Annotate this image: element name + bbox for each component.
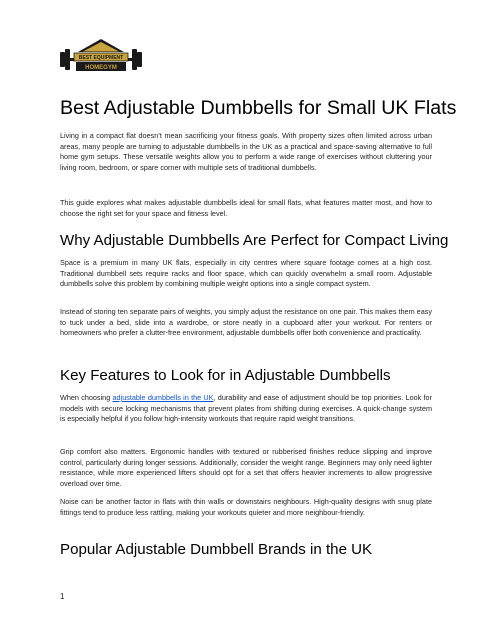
page-title: Best Adjustable Dumbbells for Small UK Flats xyxy=(60,97,457,119)
section2-p1-before: When choosing xyxy=(60,393,113,402)
page-number: 1 xyxy=(60,592,65,601)
section-heading-why: Why Adjustable Dumbbells Are Perfect for Compact Living xyxy=(60,232,449,249)
homegym-logo xyxy=(60,38,142,80)
section2-paragraph-2: Grip comfort also matters. Ergonomic handles with textured or rubberised finishes reduce slipping and improve control, particularly during longer sessions. Additionally, consider the weight range. Beginners may only need lighter resistance, while more experienced lifters should opt for a set that offers heavier increments to allow progressive overload over time. xyxy=(60,447,432,489)
section1-paragraph-2: Instead of storing ten separate pairs of weights, you simply adjust the resistance on one pair. This makes them easy to tuck under a bed, slide into a wardrobe, or store neatly in a cupboard after your workout. For renters or homeowners who prefer a clutter-free environment, adjustable dumbbells offer both convenience and practicality. xyxy=(60,307,432,338)
section-heading-features: Key Features to Look for in Adjustable Dumbbells xyxy=(60,367,391,384)
section1-paragraph-1: Space is a premium in many UK flats, especially in city centres where square footage comes at a high cost. Traditional dumbbell sets require racks and floor space, which can quickly overwhelm a small room. Adjustable dumbbells solve this problem by combining multiple weight options into a single compact system. xyxy=(60,258,432,289)
section-heading-brands: Popular Adjustable Dumbbell Brands in the UK xyxy=(60,541,373,558)
intro-paragraph-1: Living in a compact flat doesn’t mean sacrificing your fitness goals. With property sizes often limited across urban areas, many people are turning to adjustable dumbbells in the UK as a practical and space-saving alternative to full home gym setups. These versatile weights allow you to perform a wide range of exercises without cluttering your living room, bedroom, or spare corner with multiple sets of traditional dumbbells. xyxy=(60,131,432,173)
logo-line2: HOMEGYM xyxy=(85,65,117,71)
section2-p1-after: , durability and ease of adjustment should be top priorities. Look for models with secure locking mechanisms that prevent plates from shifting during exercises. A quick-change system is especially helpful if you follow high-intensity workouts that require rapid weight transitions. xyxy=(60,393,432,424)
section2-paragraph-3: Noise can be another factor in flats with thin walls or downstairs neighbours. High-quality designs with snug plate fittings tend to produce less rattling, making your workouts quieter and more neighbour-friendly. xyxy=(60,497,432,517)
logo-line1: BEST EQUIPMENT xyxy=(78,55,124,61)
intro-paragraph-2: This guide explores what makes adjustable dumbbells ideal for small flats, what features matter most, and how to choose the right set for your space and fitness level. xyxy=(60,198,432,218)
section2-paragraph-1 xyxy=(60,393,432,425)
adjustable-dumbbells-link[interactable]: adjustable dumbbells in the UK xyxy=(112,393,214,402)
